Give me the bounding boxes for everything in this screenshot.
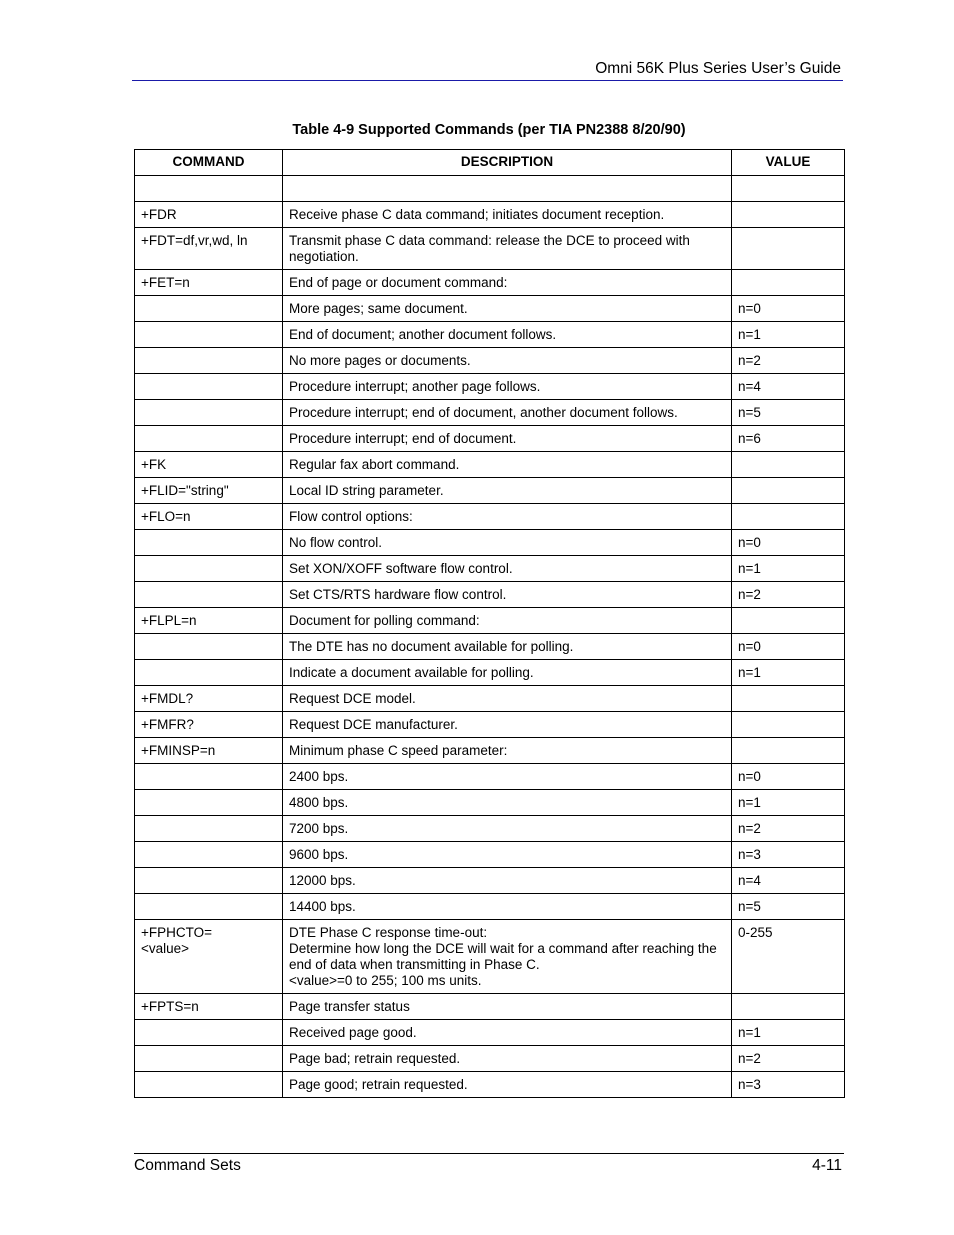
- command-cell: [135, 556, 283, 582]
- command-cell: [135, 842, 283, 868]
- table-row: [135, 296, 845, 322]
- description-cell: DTE Phase C response time-out: Determine how long the DCE will wait for a command after reaching the end of data when transmitting in Phase C. <value>=0 to 255; 100 ms units.: [283, 920, 732, 994]
- table-row: [135, 202, 845, 228]
- value-cell: n=2: [732, 816, 845, 842]
- description-cell: Local ID string parameter.: [283, 478, 732, 504]
- description-cell: 2400 bps.: [283, 764, 732, 790]
- value-cell: n=0: [732, 530, 845, 556]
- description-cell: Received page good.: [283, 1020, 732, 1046]
- command-cell: [135, 400, 283, 426]
- command-cell: +FDR: [135, 202, 283, 228]
- description-cell: Page good; retrain requested.: [283, 1072, 732, 1098]
- description-cell: Page bad; retrain requested.: [283, 1046, 732, 1072]
- value-cell: n=0: [732, 764, 845, 790]
- description-cell: Transmit phase C data command: release the DCE to proceed with negotiation.: [283, 228, 732, 270]
- value-cell: n=2: [732, 348, 845, 374]
- value-cell: n=2: [732, 582, 845, 608]
- command-cell: [135, 764, 283, 790]
- table-row: [135, 270, 845, 296]
- table-row: [135, 1072, 845, 1098]
- command-cell: +FET=n: [135, 270, 283, 296]
- value-cell: [732, 994, 845, 1020]
- description-cell: The DTE has no document available for polling.: [283, 634, 732, 660]
- description-cell: Procedure interrupt; another page follows.: [283, 374, 732, 400]
- description-cell: Regular fax abort command.: [283, 452, 732, 478]
- column-header-command: COMMAND: [135, 150, 283, 176]
- value-cell: [732, 608, 845, 634]
- value-cell: [732, 504, 845, 530]
- table-row: [135, 582, 845, 608]
- column-header-value: VALUE: [732, 150, 845, 176]
- value-cell: [732, 270, 845, 296]
- document-title: Omni 56K Plus Series User’s Guide: [595, 60, 841, 77]
- description-cell: Procedure interrupt; end of document, another document follows.: [283, 400, 732, 426]
- value-cell: [732, 228, 845, 270]
- command-cell: +FMDL?: [135, 686, 283, 712]
- table-row: [135, 816, 845, 842]
- command-cell: +FMINSP=n: [135, 738, 283, 764]
- table-row: [135, 556, 845, 582]
- value-cell: [732, 712, 845, 738]
- table-row: [135, 790, 845, 816]
- page-footer: [134, 1153, 844, 1174]
- command-cell: [135, 1046, 283, 1072]
- description-cell: Flow control options:: [283, 504, 732, 530]
- command-cell: +FLO=n: [135, 504, 283, 530]
- table-row: [135, 660, 845, 686]
- table-caption: Table 4-9 Supported Commands (per TIA PN2388 8/20/90): [292, 122, 686, 138]
- description-cell: 14400 bps.: [283, 894, 732, 920]
- value-cell: [732, 738, 845, 764]
- column-header-description: DESCRIPTION: [283, 150, 732, 176]
- table-row: [135, 842, 845, 868]
- page-header: [132, 60, 843, 81]
- description-cell: Request DCE manufacturer.: [283, 712, 732, 738]
- command-cell: +FPTS=n: [135, 994, 283, 1020]
- description-cell: Set CTS/RTS hardware flow control.: [283, 582, 732, 608]
- description-cell: Page transfer status: [283, 994, 732, 1020]
- command-cell: +FDT=df,vr,wd, ln: [135, 228, 283, 270]
- description-cell: End of document; another document follows.: [283, 322, 732, 348]
- value-cell: 0-255: [732, 920, 845, 994]
- command-cell: [135, 530, 283, 556]
- description-cell: More pages; same document.: [283, 296, 732, 322]
- value-cell: n=3: [732, 842, 845, 868]
- description-cell: 7200 bps.: [283, 816, 732, 842]
- description-cell: Set XON/XOFF software flow control.: [283, 556, 732, 582]
- description-cell: [283, 176, 732, 202]
- description-cell: Receive phase C data command; initiates document reception.: [283, 202, 732, 228]
- value-cell: n=3: [732, 1072, 845, 1098]
- description-cell: Request DCE model.: [283, 686, 732, 712]
- value-cell: [732, 176, 845, 202]
- description-cell: Procedure interrupt; end of document.: [283, 426, 732, 452]
- table-row: [135, 608, 845, 634]
- supported-commands-table: [134, 149, 845, 1098]
- table-row: [135, 530, 845, 556]
- table-row: [135, 1020, 845, 1046]
- table-row: [135, 894, 845, 920]
- command-cell: +FK: [135, 452, 283, 478]
- table-row: [135, 322, 845, 348]
- command-cell: +FPHCTO= <value>: [135, 920, 283, 994]
- value-cell: n=6: [732, 426, 845, 452]
- table-row: [135, 634, 845, 660]
- value-cell: n=5: [732, 894, 845, 920]
- value-cell: n=0: [732, 634, 845, 660]
- table-row: [135, 504, 845, 530]
- value-cell: n=1: [732, 790, 845, 816]
- table-row: [135, 764, 845, 790]
- table-row: [135, 868, 845, 894]
- table-row: [135, 452, 845, 478]
- value-cell: [732, 452, 845, 478]
- value-cell: n=5: [732, 400, 845, 426]
- command-cell: [135, 348, 283, 374]
- command-cell: [135, 426, 283, 452]
- command-cell: [135, 816, 283, 842]
- value-cell: n=1: [732, 1020, 845, 1046]
- value-cell: n=2: [732, 1046, 845, 1072]
- command-cell: [135, 582, 283, 608]
- command-cell: +FLID="string": [135, 478, 283, 504]
- table-row: [135, 478, 845, 504]
- command-cell: [135, 322, 283, 348]
- command-cell: [135, 1020, 283, 1046]
- table-row: [135, 374, 845, 400]
- table-row: [135, 686, 845, 712]
- description-cell: 12000 bps.: [283, 868, 732, 894]
- command-cell: [135, 176, 283, 202]
- command-cell: [135, 868, 283, 894]
- value-cell: [732, 202, 845, 228]
- value-cell: n=4: [732, 868, 845, 894]
- command-cell: +FMFR?: [135, 712, 283, 738]
- description-cell: 4800 bps.: [283, 790, 732, 816]
- command-cell: [135, 1072, 283, 1098]
- value-cell: [732, 686, 845, 712]
- description-cell: No flow control.: [283, 530, 732, 556]
- section-name: Command Sets: [134, 1157, 241, 1174]
- value-cell: n=1: [732, 660, 845, 686]
- description-cell: Document for polling command:: [283, 608, 732, 634]
- command-cell: [135, 660, 283, 686]
- table-row: [135, 920, 845, 994]
- table-row: [135, 738, 845, 764]
- value-cell: n=4: [732, 374, 845, 400]
- value-cell: [732, 478, 845, 504]
- command-cell: [135, 894, 283, 920]
- description-cell: Minimum phase C speed parameter:: [283, 738, 732, 764]
- description-cell: End of page or document command:: [283, 270, 732, 296]
- command-cell: [135, 296, 283, 322]
- table-header-row: [135, 150, 845, 176]
- command-cell: [135, 634, 283, 660]
- table-row: [135, 712, 845, 738]
- page-number: 4-11: [812, 1157, 842, 1174]
- command-cell: [135, 374, 283, 400]
- description-cell: Indicate a document available for polling.: [283, 660, 732, 686]
- table-row: [135, 176, 845, 202]
- description-cell: 9600 bps.: [283, 842, 732, 868]
- command-cell: [135, 790, 283, 816]
- value-cell: n=0: [732, 296, 845, 322]
- table-row: [135, 426, 845, 452]
- value-cell: n=1: [732, 556, 845, 582]
- table-row: [135, 400, 845, 426]
- table-row: [135, 1046, 845, 1072]
- value-cell: n=1: [732, 322, 845, 348]
- description-cell: No more pages or documents.: [283, 348, 732, 374]
- table-row: [135, 994, 845, 1020]
- table-row: [135, 228, 845, 270]
- table-row: [135, 348, 845, 374]
- command-cell: +FLPL=n: [135, 608, 283, 634]
